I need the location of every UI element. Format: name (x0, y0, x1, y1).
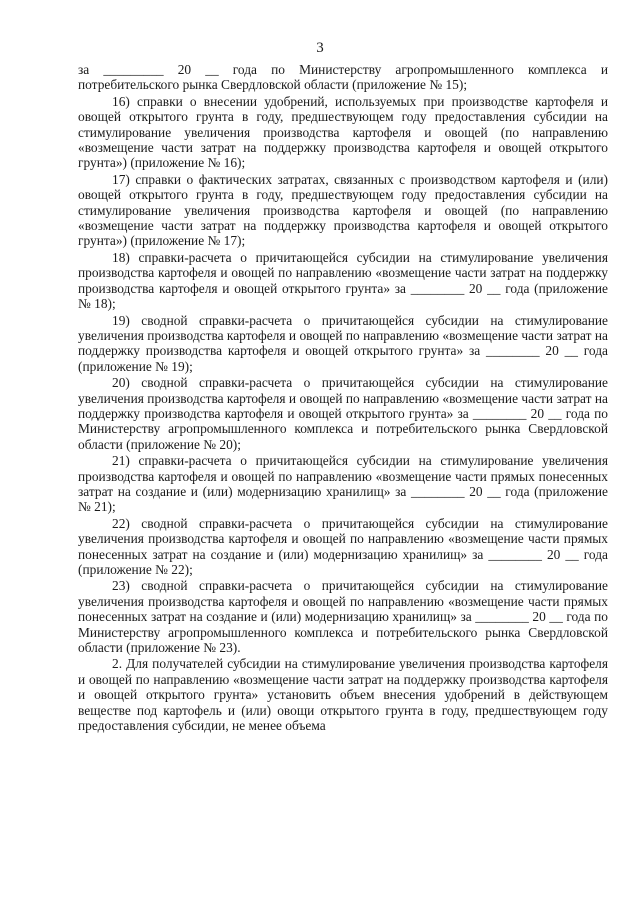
document-body (78, 62, 608, 734)
paragraph: 17) справки о фактических затратах, связанных с производством картофеля и (или) овощей открытого грунта в году, предшествующем году предоставления субсидии на стимулирование увеличения производства картофеля и овощей (по направлению «возмещение части затрат на поддержку производства картофеля и овощей открытого грунта») (приложение № 17); (78, 171, 608, 249)
paragraph: 18) справки-расчета о причитающейся субсидии на стимулирование увеличения производства картофеля и овощей по направлению «возмещение части затрат на поддержку производства картофеля и овощей открытого грунта» за ________ 20 __ года (приложение № 18); (78, 249, 608, 312)
paragraph: за _________ 20 __ года по Министерству агропромышленного комплекса и потребительского рынка Свердловской области (приложение № 15); (78, 62, 608, 93)
paragraph: 23) сводной справки-расчета о причитающейся субсидии на стимулирование увеличения производства картофеля и овощей по направлению «возмещение части прямых понесенных затрат на создание и (или) модернизацию хранилищ» за ________ 20 __ года по Министерству агропромышленного комплекса и потребительского рынка Свердловской области (приложение № 23). (78, 578, 608, 656)
page-number: 3 (316, 40, 324, 56)
paragraph: 16) справки о внесении удобрений, используемых при производстве картофеля и овощей открытого грунта в году, предшествующем году предоставления субсидии на стимулирование увеличения производства картофеля и овощей (по направлению «возмещение части затрат на поддержку производства картофеля и овощей открытого грунта») (приложение № 16); (78, 93, 608, 171)
paragraph: 2. Для получателей субсидии на стимулирование увеличения производства картофеля и овощей по направлению «возмещение части затрат на поддержку производства картофеля и овощей открытого грунта» установить объем внесения удобрений в действующем веществе под картофель и (или) овощи открытого грунта в году, предшествующем году предоставления субсидии, не менее объема (78, 656, 608, 734)
paragraph: 22) сводной справки-расчета о причитающейся субсидии на стимулирование увеличения производства картофеля и овощей по направлению «возмещение части прямых понесенных затрат на создание и (или) модернизацию хранилищ» за ________ 20 __ года (приложение № 22); (78, 515, 608, 577)
paragraph: 20) сводной справки-расчета о причитающейся субсидии на стимулирование увеличения производства картофеля и овощей по направлению «возмещение части затрат на поддержку производства картофеля и овощей открытого грунта» за ________ 20 __ года по Министерству агропромышленного комплекса и потребительского рынка Свердловской области (приложение № 20); (78, 375, 608, 452)
paragraph: 19) сводной справки-расчета о причитающейся субсидии на стимулирование увеличения производства картофеля и овощей по направлению «возмещение части затрат на поддержку производства картофеля и овощей открытого грунта» за ________ 20 __ года (приложение № 19); (78, 312, 608, 374)
paragraph: 21) справки-расчета о причитающейся субсидии на стимулирование увеличения производства картофеля и овощей по направлению «возмещение части прямых понесенных затрат на создание и (или) модернизацию хранилищ» за ________ 20 __ года (приложение № 21); (78, 453, 608, 515)
